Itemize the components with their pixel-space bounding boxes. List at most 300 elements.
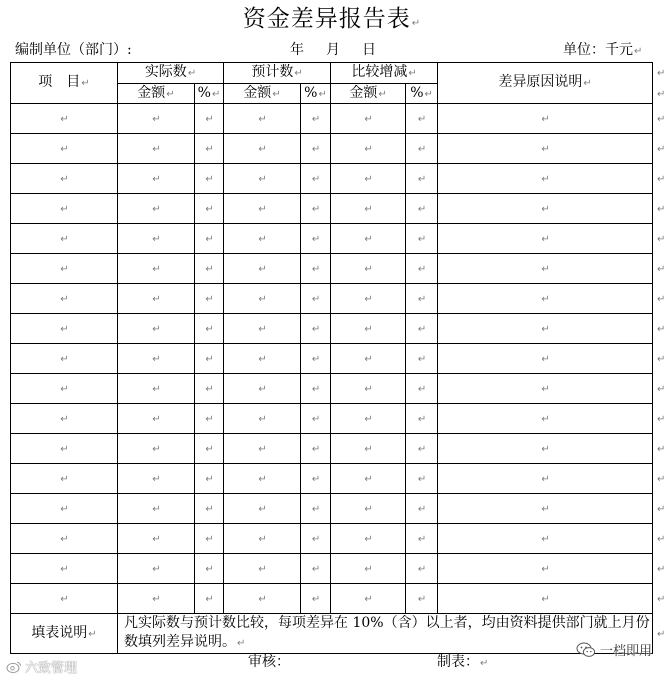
watermark-right [576, 640, 652, 659]
weibo-like-logo-icon [6, 660, 22, 674]
paragraph-mark: ↵ [88, 628, 97, 640]
paragraph-mark: ↵ [60, 173, 69, 185]
paragraph-mark: ↵ [205, 383, 214, 395]
paragraph-mark: ↵ [657, 143, 665, 155]
paragraph-mark: ↵ [311, 593, 321, 605]
paragraph-mark: ↵ [364, 173, 373, 185]
paragraph-mark: ↵ [657, 628, 665, 640]
paragraph-mark: ↵ [152, 593, 161, 605]
paragraph-mark: ↵ [417, 593, 427, 605]
header-actual [118, 63, 224, 84]
header-actual-amount [118, 84, 195, 104]
cell-reason [438, 134, 653, 164]
paragraph-mark: ↵ [417, 443, 427, 455]
paragraph-mark: ↵ [657, 293, 665, 305]
table-row [11, 164, 664, 194]
cell-actual-percent [195, 254, 224, 284]
cell-actual-percent [195, 554, 224, 584]
cell-item [11, 224, 118, 254]
row-end-mark [653, 374, 664, 404]
row-end-mark [653, 524, 664, 554]
wechat-icon [576, 642, 596, 658]
paragraph-mark: ↵ [60, 563, 69, 575]
paragraph-mark: ↵ [152, 443, 161, 455]
paragraph-mark: ↵ [541, 173, 550, 185]
cell-actual-amount [118, 524, 195, 554]
cell-reason [438, 374, 653, 404]
paragraph-mark: ↵ [541, 233, 550, 245]
paragraph-mark: ↵ [657, 413, 665, 425]
table-body [11, 104, 664, 614]
paragraph-mark: ↵ [205, 563, 214, 575]
paragraph-mark: ↵ [657, 113, 665, 125]
paragraph-mark: ↵ [152, 383, 161, 395]
paragraph-mark: ↵ [205, 413, 214, 425]
paragraph-mark: ↵ [657, 563, 665, 575]
cell-budget-amount [224, 524, 301, 554]
cell-difference-percent [406, 134, 438, 164]
cell-budget-amount [224, 224, 301, 254]
cell-actual-amount [118, 314, 195, 344]
paragraph-mark: ↵ [311, 293, 321, 305]
paragraph-mark: ↵ [311, 203, 321, 215]
cell-reason [438, 524, 653, 554]
cell-actual-percent [195, 104, 224, 134]
cell-difference-percent [406, 584, 438, 614]
note-line-2-text: 数填列差异说明。 [124, 634, 236, 650]
paragraph-mark: ↵ [258, 383, 267, 395]
paragraph-mark: ↵ [205, 353, 214, 365]
paragraph-mark: ↵ [364, 353, 373, 365]
paragraph-mark: ↵ [541, 443, 550, 455]
paragraph-mark: ↵ [541, 293, 550, 305]
cell-reason [438, 314, 653, 344]
cell-difference-amount [331, 494, 406, 524]
table-row [11, 284, 664, 314]
report-title-text: 资金差异报告表 [242, 6, 411, 32]
year-label: 年 [290, 42, 304, 58]
cell-difference-amount [331, 524, 406, 554]
cell-reason [438, 494, 653, 524]
paragraph-mark: ↵ [258, 143, 267, 155]
paragraph-mark: ↵ [60, 413, 69, 425]
table-row [11, 254, 664, 284]
paragraph-mark: ↵ [205, 113, 214, 125]
row-end-mark [653, 104, 664, 134]
row-end-mark [653, 284, 664, 314]
paragraph-mark: ↵ [657, 503, 665, 515]
row-end-mark [653, 614, 664, 654]
paragraph-mark: ↵ [152, 323, 161, 335]
paragraph-mark: ↵ [205, 443, 214, 455]
header-budget-amount [224, 84, 301, 104]
cell-reason [438, 254, 653, 284]
cell-difference-amount [331, 134, 406, 164]
cell-actual-amount [118, 434, 195, 464]
row-end-mark [653, 314, 664, 344]
cell-actual-percent [195, 164, 224, 194]
paragraph-mark: ↵ [294, 68, 303, 79]
paragraph-mark: ↵ [364, 443, 373, 455]
header-amount-text: 金额 [137, 84, 166, 101]
table-header [11, 63, 664, 104]
paragraph-mark: ↵ [60, 233, 69, 245]
cell-budget-amount [224, 404, 301, 434]
table-row [11, 374, 664, 404]
paragraph-mark: ↵ [364, 263, 373, 275]
table-row [11, 104, 664, 134]
row-end-mark [653, 404, 664, 434]
cell-item [11, 434, 118, 464]
paragraph-mark: ↵ [152, 293, 161, 305]
paragraph-mark: ↵ [657, 263, 665, 275]
paragraph-mark: ↵ [417, 503, 427, 515]
paragraph-mark: ↵ [424, 88, 433, 100]
paragraph-mark: ↵ [311, 473, 321, 485]
cell-actual-percent [195, 494, 224, 524]
paragraph-mark: ↵ [311, 233, 321, 245]
header-budget [224, 63, 331, 84]
paragraph-mark: ↵ [541, 473, 550, 485]
cell-difference-amount [331, 554, 406, 584]
paragraph-mark: ↵ [60, 203, 69, 215]
cell-budget-amount [224, 254, 301, 284]
cell-difference-amount [331, 464, 406, 494]
cell-budget-percent [301, 494, 331, 524]
paragraph-mark: ↵ [187, 68, 197, 79]
note-line-2 [124, 633, 652, 653]
cell-budget-percent [301, 134, 331, 164]
cell-budget-amount [224, 284, 301, 314]
cell-budget-percent [301, 584, 331, 614]
cell-item [11, 104, 118, 134]
paragraph-mark: ↵ [311, 533, 321, 545]
paragraph-mark: ↵ [258, 533, 267, 545]
paragraph-mark: ↵ [417, 353, 427, 365]
cell-actual-amount [118, 344, 195, 374]
cell-difference-percent [406, 404, 438, 434]
paragraph-mark: ↵ [152, 563, 161, 575]
cell-budget-amount [224, 134, 301, 164]
cell-difference-percent [406, 434, 438, 464]
paragraph-mark: ↵ [258, 293, 267, 305]
watermark-left [6, 657, 77, 676]
cell-actual-amount [118, 554, 195, 584]
paragraph-mark: ↵ [318, 88, 327, 100]
cell-difference-amount [331, 164, 406, 194]
cell-budget-amount [224, 104, 301, 134]
paragraph-mark: ↵ [364, 293, 373, 305]
paragraph-mark: ↵ [541, 533, 550, 545]
cell-budget-percent [301, 524, 331, 554]
cell-item [11, 284, 118, 314]
cell-item [11, 524, 118, 554]
cell-actual-percent [195, 194, 224, 224]
paragraph-mark: ↵ [657, 203, 665, 215]
cell-budget-amount [224, 314, 301, 344]
paragraph-mark: ↵ [211, 88, 221, 100]
cell-budget-percent [301, 464, 331, 494]
cell-actual-amount [118, 134, 195, 164]
note-text [118, 614, 653, 654]
cell-budget-amount [224, 344, 301, 374]
cell-actual-percent [195, 314, 224, 344]
paragraph-mark: ↵ [311, 143, 321, 155]
cell-difference-percent [406, 224, 438, 254]
table-row [11, 344, 664, 374]
cell-budget-amount [224, 194, 301, 224]
cell-actual-percent [195, 224, 224, 254]
cell-reason [438, 434, 653, 464]
paragraph-mark: ↵ [205, 503, 214, 515]
paragraph-mark: ↵ [152, 173, 161, 185]
paragraph-mark: ↵ [152, 143, 161, 155]
paragraph-mark: ↵ [152, 533, 161, 545]
cell-budget-amount [224, 164, 301, 194]
header-row-1 [11, 63, 664, 84]
paragraph-mark: ↵ [152, 263, 161, 275]
cell-reason [438, 224, 653, 254]
cell-item [11, 254, 118, 284]
paragraph-mark: ↵ [60, 503, 69, 515]
cell-budget-percent [301, 314, 331, 344]
paragraph-mark: ↵ [258, 413, 267, 425]
paragraph-mark: ↵ [541, 143, 550, 155]
paragraph-mark: ↵ [417, 473, 427, 485]
table-row [11, 554, 664, 584]
row-end-mark [653, 224, 664, 254]
table-row [11, 314, 664, 344]
unit-department-label: 编制单位（部门）: [15, 42, 132, 58]
paragraph-mark: ↵ [152, 503, 161, 515]
cell-reason [438, 404, 653, 434]
header-reason-text: 差异原因说明 [498, 74, 583, 90]
paragraph-mark: ↵ [417, 413, 427, 425]
cell-budget-percent [301, 374, 331, 404]
paragraph-mark: ↵ [311, 503, 321, 515]
row-end-mark [653, 344, 664, 374]
paragraph-mark: ↵ [152, 413, 161, 425]
amount-unit-label [563, 42, 642, 60]
paragraph-mark: ↵ [311, 113, 321, 125]
cell-difference-amount [331, 314, 406, 344]
cell-item [11, 134, 118, 164]
paragraph-mark: ↵ [541, 323, 550, 335]
paragraph-mark: ↵ [541, 113, 550, 125]
cell-budget-percent [301, 554, 331, 584]
cell-difference-percent [406, 524, 438, 554]
cell-item [11, 344, 118, 374]
paragraph-mark: ↵ [311, 443, 321, 455]
cell-reason [438, 344, 653, 374]
paragraph-mark: ↵ [60, 473, 69, 485]
paragraph-mark: ↵ [205, 323, 214, 335]
paragraph-mark: ↵ [258, 323, 267, 335]
header-actual-percent [195, 84, 224, 104]
cell-budget-percent [301, 224, 331, 254]
paragraph-mark: ↵ [378, 88, 387, 100]
cell-reason [438, 464, 653, 494]
cell-budget-percent [301, 344, 331, 374]
header-difference-amount [331, 84, 406, 104]
cell-item [11, 164, 118, 194]
paragraph-mark: ↵ [480, 658, 489, 669]
paragraph-mark: ↵ [166, 88, 175, 100]
table-row [11, 404, 664, 434]
paragraph-mark: ↵ [417, 533, 427, 545]
paragraph-mark: ↵ [60, 263, 69, 275]
paragraph-mark: ↵ [657, 353, 665, 365]
paragraph-mark: ↵ [541, 203, 550, 215]
cell-item [11, 464, 118, 494]
cell-actual-percent [195, 134, 224, 164]
cell-actual-percent [195, 524, 224, 554]
paragraph-mark: ↵ [657, 323, 665, 335]
paragraph-mark: ↵ [417, 173, 427, 185]
watermark-right-text: 一档即用 [599, 644, 652, 659]
header-difference [331, 63, 438, 84]
paragraph-mark: ↵ [311, 323, 321, 335]
table-row [11, 494, 664, 524]
paragraph-mark: ↵ [205, 593, 214, 605]
header-percent-text: % [410, 84, 424, 101]
header-budget-text: 预计数 [251, 64, 294, 80]
cell-actual-amount [118, 164, 195, 194]
paragraph-mark: ↵ [60, 443, 69, 455]
paragraph-mark: ↵ [258, 233, 267, 245]
row-end-mark [653, 554, 664, 584]
paragraph-mark: ↵ [417, 263, 427, 275]
paragraph-mark: ↵ [311, 383, 321, 395]
row-end-mark [653, 164, 664, 194]
cell-budget-percent [301, 404, 331, 434]
cell-difference-percent [406, 314, 438, 344]
paragraph-mark: ↵ [258, 353, 267, 365]
paragraph-mark: ↵ [205, 533, 214, 545]
cell-difference-amount [331, 224, 406, 254]
row-end-mark [653, 464, 664, 494]
row-end-mark [653, 494, 664, 524]
prepared-by-label [437, 654, 488, 672]
paragraph-mark: ↵ [205, 473, 214, 485]
paragraph-mark: ↵ [364, 503, 373, 515]
paragraph-mark: ↵ [272, 88, 281, 100]
table-row [11, 434, 664, 464]
paragraph-mark: ↵ [657, 68, 665, 79]
note-label [11, 614, 118, 654]
cell-difference-percent [406, 554, 438, 584]
paragraph-mark: ↵ [311, 563, 321, 575]
cell-difference-percent [406, 344, 438, 374]
paragraph-mark: ↵ [657, 88, 665, 100]
paragraph-mark: ↵ [408, 68, 417, 79]
cell-actual-amount [118, 194, 195, 224]
cell-reason [438, 284, 653, 314]
cell-budget-percent [301, 284, 331, 314]
paragraph-mark: ↵ [364, 233, 373, 245]
cell-difference-percent [406, 494, 438, 524]
paragraph-mark: ↵ [237, 638, 246, 649]
header-amount-text: 金额 [349, 84, 378, 101]
cell-budget-percent [301, 164, 331, 194]
cell-difference-amount [331, 284, 406, 314]
paragraph-mark: ↵ [60, 593, 69, 605]
paragraph-mark: ↵ [541, 263, 550, 275]
month-label: 月 [326, 42, 340, 58]
paragraph-mark: ↵ [541, 413, 550, 425]
row-end-mark [653, 63, 664, 84]
paragraph-mark: ↵ [205, 203, 214, 215]
header-percent-text: % [197, 84, 211, 101]
paragraph-mark: ↵ [417, 293, 427, 305]
row-end-mark [653, 584, 664, 614]
cell-difference-percent [406, 284, 438, 314]
header-difference-text: 比较增减 [351, 64, 408, 80]
cell-reason [438, 584, 653, 614]
paragraph-mark: ↵ [311, 413, 321, 425]
header-actual-text: 实际数 [144, 64, 187, 80]
note-line-1: 凡实际数与预计数比较，每项差异在 10%（含）以上者，均由资料提供部门就上月份 [124, 615, 650, 631]
header-percent-text: % [304, 84, 318, 101]
paragraph-mark: ↵ [417, 383, 427, 395]
cell-budget-amount [224, 554, 301, 584]
paragraph-mark: ↵ [657, 383, 665, 395]
paragraph-mark: ↵ [417, 113, 427, 125]
paragraph-mark: ↵ [657, 443, 665, 455]
cell-actual-percent [195, 374, 224, 404]
paragraph-mark: ↵ [205, 263, 214, 275]
cell-reason [438, 194, 653, 224]
paragraph-mark: ↵ [417, 203, 427, 215]
paragraph-mark: ↵ [411, 18, 422, 29]
cell-actual-percent [195, 344, 224, 374]
cell-item [11, 404, 118, 434]
paragraph-mark: ↵ [258, 203, 267, 215]
variance-report-table [10, 62, 664, 654]
cell-reason [438, 164, 653, 194]
cell-difference-amount [331, 344, 406, 374]
paragraph-mark: ↵ [541, 503, 550, 515]
cell-actual-amount [118, 374, 195, 404]
watermark-left-text: 六致管理 [25, 661, 78, 676]
header-budget-percent [301, 84, 331, 104]
paragraph-mark: ↵ [205, 143, 214, 155]
paragraph-mark: ↵ [258, 503, 267, 515]
cell-budget-percent [301, 104, 331, 134]
table-row [11, 524, 664, 554]
paragraph-mark: ↵ [60, 353, 69, 365]
paragraph-mark: ↵ [364, 383, 373, 395]
header-item [11, 63, 118, 104]
cell-difference-percent [406, 254, 438, 284]
row-end-mark [653, 134, 664, 164]
cell-actual-amount [118, 404, 195, 434]
paragraph-mark: ↵ [364, 113, 373, 125]
cell-actual-amount [118, 284, 195, 314]
cell-budget-amount [224, 374, 301, 404]
cell-difference-amount [331, 194, 406, 224]
paragraph-mark: ↵ [152, 473, 161, 485]
cell-difference-percent [406, 464, 438, 494]
cell-actual-amount [118, 494, 195, 524]
paragraph-mark: ↵ [364, 323, 373, 335]
paragraph-mark: ↵ [364, 203, 373, 215]
paragraph-mark: ↵ [205, 173, 214, 185]
paragraph-mark: ↵ [60, 323, 69, 335]
cell-difference-amount [331, 434, 406, 464]
cell-actual-percent [195, 464, 224, 494]
cell-difference-percent [406, 194, 438, 224]
